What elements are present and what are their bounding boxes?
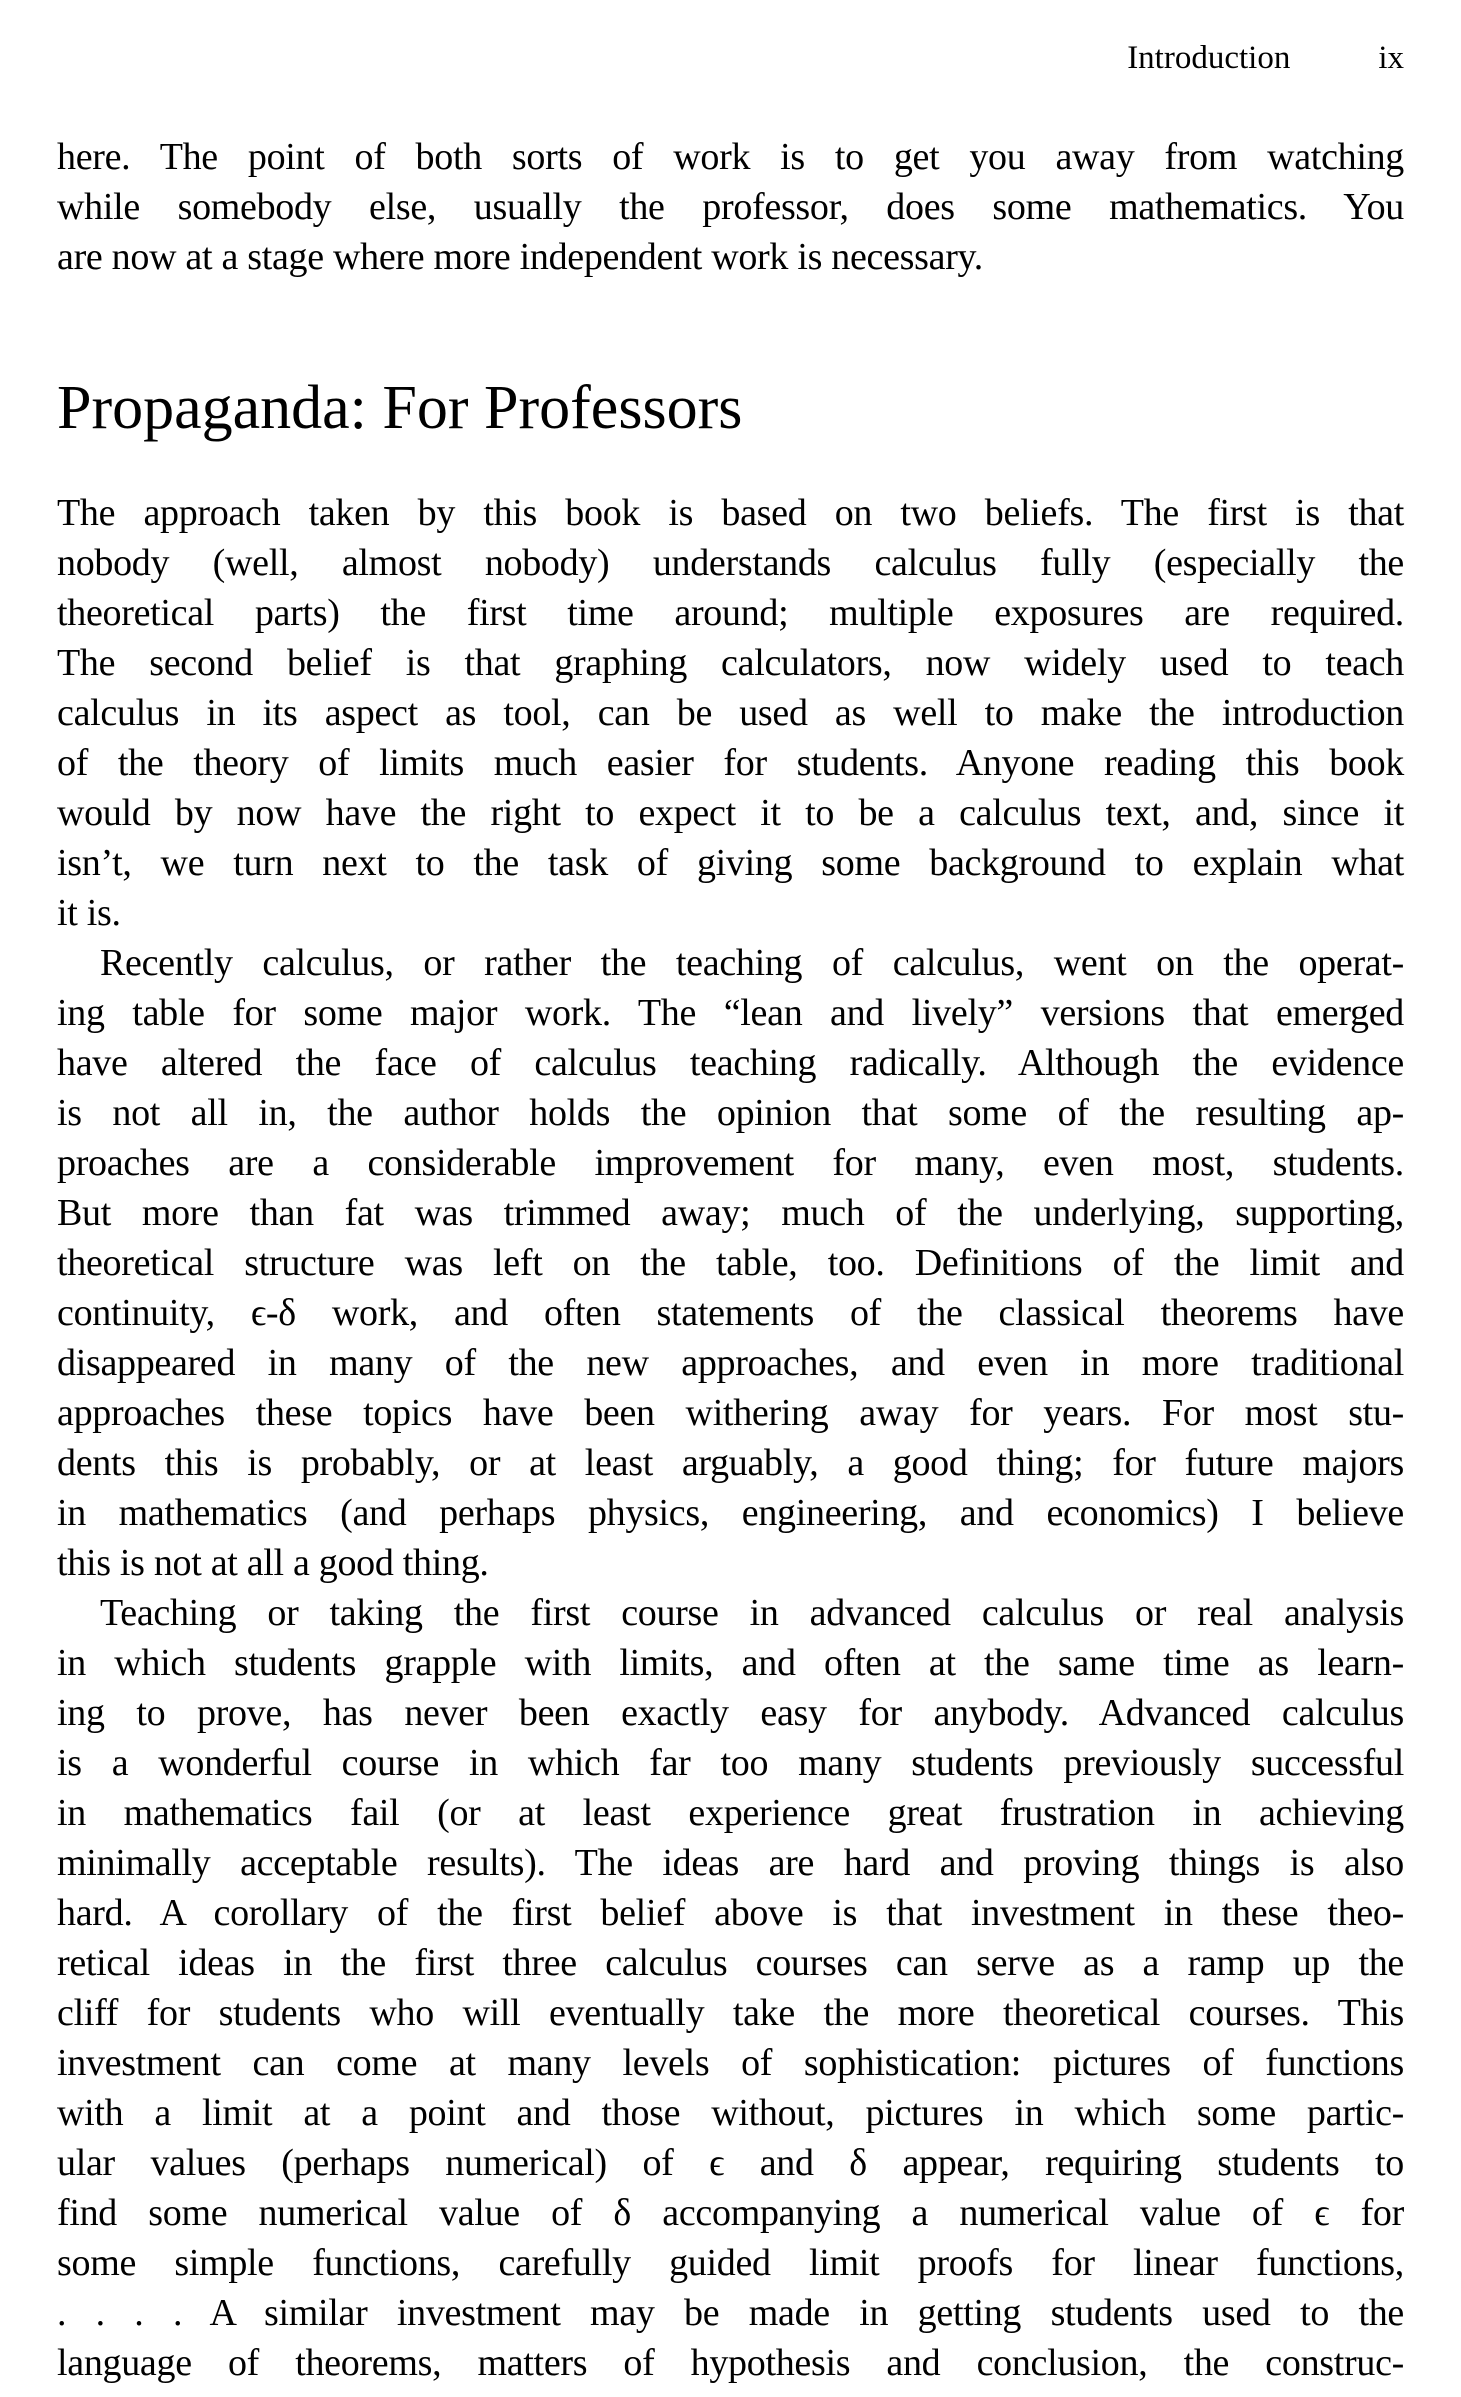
paragraph — [57, 938, 1404, 1588]
text-line: in mathematics fail (or at least experience great frustration in achieving — [57, 1792, 1404, 1834]
text-line: language of theorems, matters of hypothesis and conclusion, the construc- — [57, 2342, 1404, 2384]
text-line: is a wonderful course in which far too many students previously successful — [57, 1742, 1404, 1784]
text-line: some simple functions, carefully guided limit proofs for linear functions, — [57, 2242, 1404, 2284]
text-line: disappeared in many of the new approaches, and even in more traditional — [57, 1342, 1404, 1384]
text-line: isn’t, we turn next to the task of giving some background to explain what — [57, 842, 1404, 884]
text-line: of the theory of limits much easier for students. Anyone reading this book — [57, 742, 1404, 784]
text-line: this is not at all a good thing. — [57, 1542, 489, 1584]
text-line: . . . . A similar investment may be made in getting students used to the — [57, 2292, 1404, 2334]
text-line: would by now have the right to expect it to be a calculus text, and, since it — [57, 792, 1404, 834]
running-header — [57, 38, 1404, 78]
text-line: continuity, ϵ-δ work, and often statements of the classical theorems have — [57, 1292, 1404, 1334]
running-header-chapter: Introduction — [1127, 40, 1291, 76]
text-line: here. The point of both sorts of work is to get you away from watching — [57, 136, 1404, 178]
text-line: Teaching or taking the first course in advanced calculus or real analysis — [100, 1592, 1404, 1634]
text-line: The approach taken by this book is based on two beliefs. The first is that — [57, 492, 1404, 534]
text-line: proaches are a considerable improvement for many, even most, students. — [57, 1142, 1404, 1184]
text-line: have altered the face of calculus teaching radically. Although the evidence — [57, 1042, 1404, 1084]
text-line: it is. — [57, 892, 121, 934]
paragraph-continuation — [57, 132, 1404, 282]
text-line: in mathematics (and perhaps physics, engineering, and economics) I believe — [57, 1492, 1404, 1534]
page-number: ix — [1378, 40, 1404, 76]
text-line: ing table for some major work. The “lean and lively” versions that emerged — [57, 992, 1404, 1034]
text-line: with a limit at a point and those without, pictures in which some partic- — [57, 2092, 1404, 2134]
page-body — [57, 132, 1404, 2388]
text-line: cliff for students who will eventually take the more theoretical courses. This — [57, 1992, 1404, 2034]
text-line: dents this is probably, or at least arguably, a good thing; for future majors — [57, 1442, 1404, 1484]
text-line: approaches these topics have been withering away for years. For most stu- — [57, 1392, 1404, 1434]
text-line: investment can come at many levels of sophistication: pictures of functions — [57, 2042, 1404, 2084]
paragraph — [57, 1588, 1404, 2388]
text-line: minimally acceptable results). The ideas are hard and proving things is also — [57, 1842, 1404, 1884]
text-line: Recently calculus, or rather the teaching of calculus, went on the operat- — [100, 942, 1404, 984]
text-line: theoretical structure was left on the table, too. Definitions of the limit and — [57, 1242, 1404, 1284]
text-line: find some numerical value of δ accompanying a numerical value of ϵ for — [57, 2192, 1404, 2234]
paragraph — [57, 488, 1404, 938]
text-line: ing to prove, has never been exactly easy for anybody. Advanced calculus — [57, 1692, 1404, 1734]
text-line: But more than fat was trimmed away; much of the underlying, supporting, — [57, 1192, 1404, 1234]
text-line: calculus in its aspect as tool, can be used as well to make the introduction — [57, 692, 1404, 734]
text-line: The second belief is that graphing calculators, now widely used to teach — [57, 642, 1404, 684]
text-line: theoretical parts) the first time around; multiple exposures are required. — [57, 592, 1404, 634]
text-line: while somebody else, usually the professor, does some mathematics. You — [57, 186, 1404, 228]
section-heading: Propaganda: For Professors — [57, 374, 743, 442]
text-line: nobody (well, almost nobody) understands calculus fully (especially the — [57, 542, 1404, 584]
text-line: ular values (perhaps numerical) of ϵ and δ appear, requiring students to — [57, 2142, 1404, 2184]
text-line: in which students grapple with limits, and often at the same time as learn- — [57, 1642, 1404, 1684]
text-line: are now at a stage where more independent work is necessary. — [57, 236, 983, 278]
text-line: hard. A corollary of the first belief above is that investment in these theo- — [57, 1892, 1404, 1934]
text-line: is not all in, the author holds the opinion that some of the resulting ap- — [57, 1092, 1404, 1134]
text-line: retical ideas in the first three calculus courses can serve as a ramp up the — [57, 1942, 1404, 1984]
